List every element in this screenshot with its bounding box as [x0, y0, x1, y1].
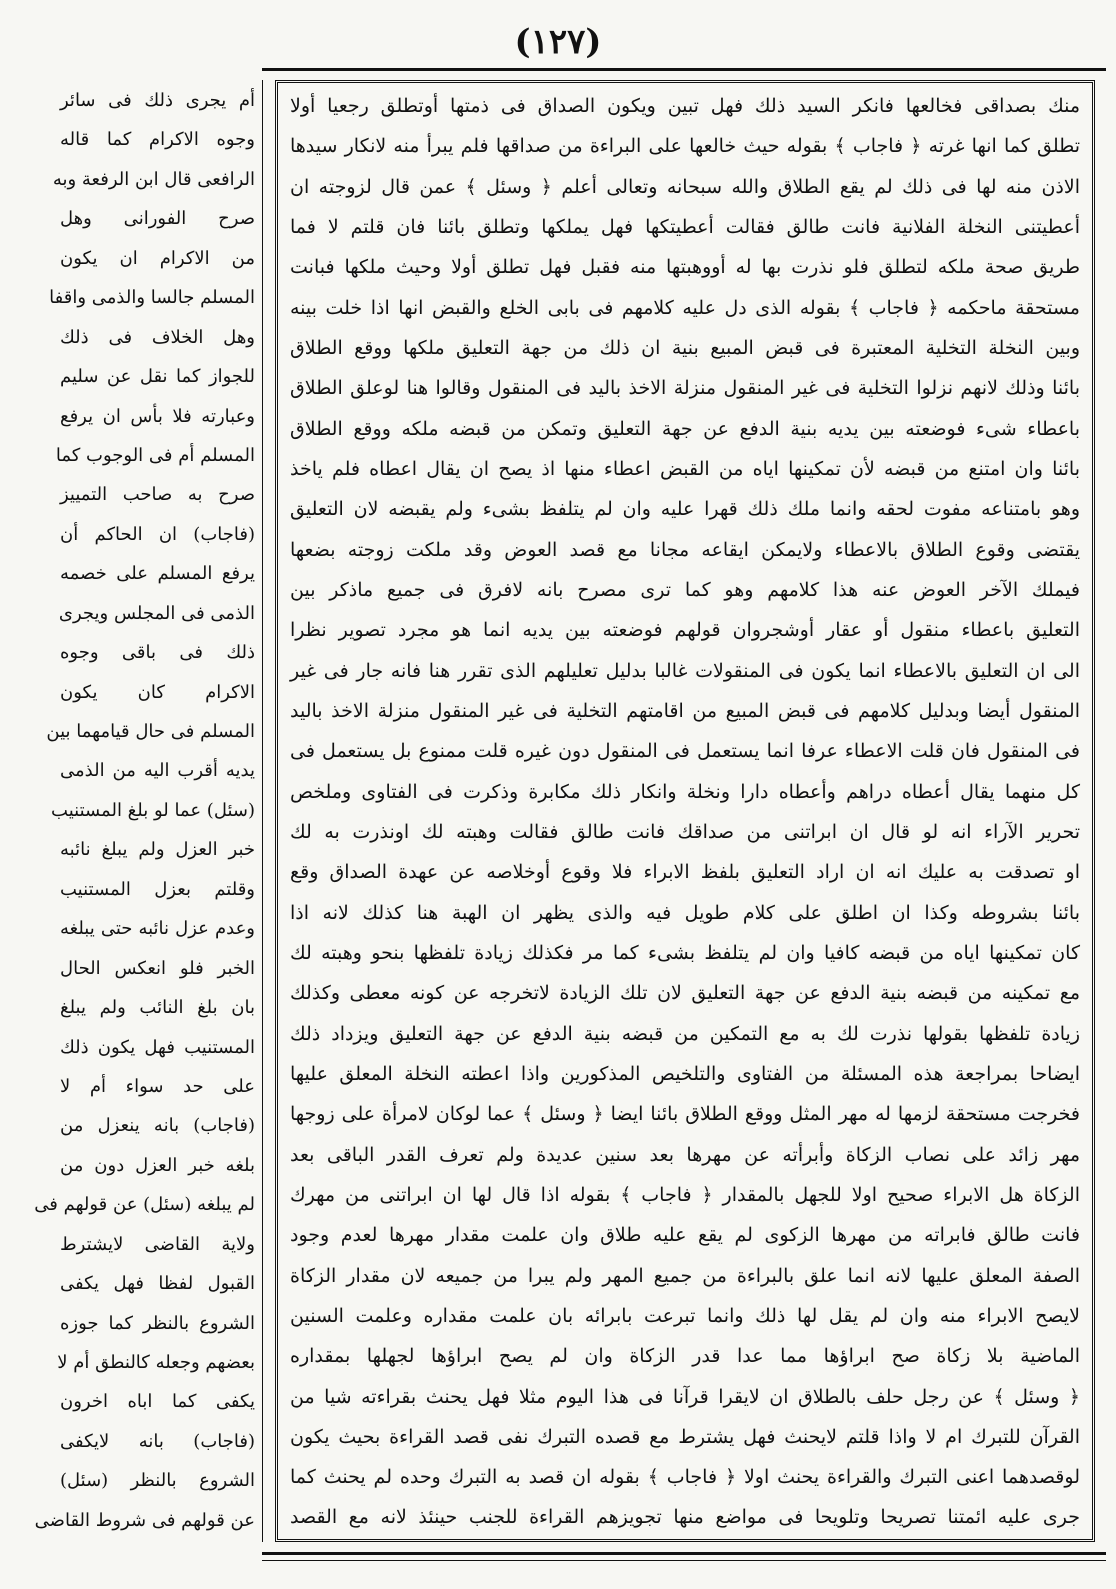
margin-text-line: من الاكرام ان يكون [60, 247, 255, 269]
margin-column [34, 86, 255, 1536]
margin-text-line: وجوه الاكرام كما قاله [60, 129, 255, 151]
main-text-line: بائنا وان امتنع من قبضه لأن تمكينها اياه من القبض اعطاء منها اذ يصح ان يقال اعطاه فلم ياخذ [290, 457, 1080, 480]
footer-rule [262, 1552, 1106, 1555]
main-text-line: الاذن منه لها فى ذلك لم يقع الطلاق والله سبحانه وتعالى أعلم ﴿ وسئل ﴾ عمن قال لزوجته ان [290, 175, 1080, 198]
main-text-line: الزكاة هل الابراء صحيح اولا للجهل بالمقدار ﴿ فاجاب ﴾ بقوله اذا قال لها ان ابراتنى من مهرك [290, 1183, 1080, 1206]
margin-text-line: (فاجاب) بانه لايكفى [60, 1430, 255, 1452]
margin-text-line: الشروع بالنظر كما جوزه [60, 1312, 255, 1334]
margin-text-line: وعبارته فلا بأس ان يرفع [60, 405, 255, 427]
margin-text-line: صرح به صاحب التمييز [60, 484, 255, 506]
main-text-line: يقتضى وقوع الطلاق بالاعطاء ولايمكن ايقاعه مجانا مع قصد العوض وقد ملكت زوجته بضعها [290, 538, 1080, 561]
main-text-line: الماضية بلا زكاة صح ابراؤها مما عدا قدر الزكاة وان لم يصح ابراؤها لجهلها بمقداره [290, 1345, 1080, 1368]
main-text-line: مستحقة ماحكمه ﴿ فاجاب ﴾ بقوله الذى دل عليه كلامهم فى بابى الخلع والقبض انها اذا خلت بينه [290, 296, 1080, 319]
margin-text-line: على حد سواء أم لا [60, 1075, 255, 1097]
main-text-line: بائنا بشروطه وكذا ان اطلق على كلام طويل فيه والذى يظهر ان الهبة هنا كذلك لانه اذا [290, 901, 1080, 924]
main-text-frame [275, 80, 1095, 1542]
main-text-line: مهر زائد على نصاب الزكاة وأبرأته عن مهرها بعد سنين عديدة ولم تعرف القدر الباقى بعد [290, 1143, 1080, 1166]
main-text-line: طريق صحة ملكه لتطلق فلو نذرت بها له أووهبتها منه فقبل فهل تطلق أولا وحيث ملكها فبانت [290, 256, 1080, 279]
main-text-line: الصفة المعلق عليها لانه انما علق بالبراءة من جميع المهر ولم يبرا من جميعه لان مقدار الزكاة [290, 1264, 1080, 1287]
main-text-line: وهو بامتناعه مفوت لحقه وانما ملك ذلك قهرا عليه وان لم يتلفظ بشىء ولم يقبضه لان التعليق [290, 498, 1080, 521]
margin-text-line: أم يجرى ذلك فى سائر [60, 90, 255, 111]
main-text-line: المنقول أيضا وبدليل كلامهم فى قبض المبيع من اقامتهم التخلية فى غير المنقول منزلة الاخذ باليد [290, 699, 1080, 722]
header-rule [262, 68, 1106, 71]
main-text-line: مع تمكينه من قبضه بنية الدفع عن جهة التعليق لان تلك الزيادة لاتخرجه عن كونه معطى وكذلك [290, 982, 1080, 1005]
margin-text-line: بلغه خبر العزل دون من [60, 1154, 255, 1176]
main-text-line: لوقصدهما اعنى التبرك والقراءة يحنث اولا ﴿ فاجاب ﴾ بقوله ان قصد به التبرك وحده لم يحنث كما [290, 1466, 1080, 1489]
main-text-line: القرآن للتبرك ام لا واذا قلتم لايحنث فهل يشترط مع قصده التبرك نفى قصد القراءة بحيث يكون [290, 1425, 1080, 1448]
main-text-line: أعطيتنى النخلة الفلانية فانت طالق فقالت أعطيتكها فهل يملكها وتطلق بائنا فان قلتم لا فما [290, 215, 1080, 238]
main-text-line: لايصح الابراء منه وان لم يقل لها ذلك وانما تبرعت بابرائه بان علمت مقداره وعلمت السنين [290, 1304, 1081, 1327]
main-text-line: فانت طالق فابراته من مهرها الزكوى لم يقع عليه طلاق وان علمت مقدار مهرها لعدم وجود [290, 1224, 1080, 1247]
footer-rule-thin [262, 1560, 1106, 1561]
margin-text-line: لم يبلغه (سئل) عن قولهم فى [34, 1194, 255, 1216]
main-text-line: وبين النخلة التخلية المعتبرة فى قبض المبيع بنية ان ذلك من جهة التعليق ملكها ووقع الطلاق [290, 336, 1080, 359]
main-text-line: تحرير الآراء انه لو قال ان ابراتنى من صداقك فانت طالق فقالت وهبته لك اونذرت به لك [290, 820, 1080, 843]
main-text-line: باعطاء شىء فوضعته بين يديه بنية الدفع عن جهة التعليق وتمكن من قبضه ملكه ووقع الطلاق [290, 417, 1080, 440]
main-text-line: او تصدقت به عليك انه ان اراد التعليق بلفظ الابراء فلا وقوع أوخلاصه عن عهدة الصداق وقع [290, 861, 1080, 884]
main-text-line: زيادة تلفظها بقولها نذرت لك به مع التمكين من قبضه بنية الدفع عن جهة التعليق ويزداد ذلك [290, 1022, 1080, 1045]
main-text-line: ﴿ وسئل ﴾ عن رجل حلف بالطلاق ان لايقرا قرآنا فى هذا اليوم مثلا فهل يحنث بقراءته شيا من [290, 1385, 1080, 1408]
margin-text-line: الشروع بالنظر (سئل) [60, 1470, 255, 1492]
main-text-line: التعليق باعطاء منقول أو عقار أوشجروان قولهم فوضعته بين يديه انما هو مجرد تصوير نظرا [290, 619, 1080, 642]
main-text-line: فخرجت مستحقة لزمها له مهر المثل ووقع الطلاق بائنا ايضا ﴿ وسئل ﴾ عما لوكان لامرأة على زوجها [290, 1103, 1080, 1126]
margin-text-line: المستنيب فهل يكون ذلك [60, 1036, 255, 1058]
main-text-line: منك بصداقى فخالعها فانكر السيد ذلك فهل تبين ويكون الصداق فى ذمتها أوتطلق رجعيا أولا [290, 95, 1080, 117]
margin-text-line: بعضهم وجعله كالنطق أم لا [57, 1352, 255, 1373]
margin-text-line: المسلم أم فى الوجوب كما [55, 444, 255, 466]
margin-text-line: (فاجاب) بانه ينعزل من [60, 1115, 255, 1137]
main-text-line: جرى عليه ائمتنا تصريحا وتلويحا فى مواضع منها تجويزهم القراءة للجنب حينئذ لانه مع القصد [290, 1506, 1080, 1529]
main-text-body [290, 91, 1080, 1533]
margin-divider [262, 80, 263, 1542]
margin-text-line: الرافعى قال ابن الرفعة وبه [52, 168, 255, 190]
page-number: (١٢٧) [514, 22, 602, 62]
margin-text-line: وعدم عزل نائبه حتى يبلغه [60, 918, 255, 940]
main-text-line: ايضاحا بمراجعة هذه المسئلة من الفتاوى والتلخيص المذكورين واذا اعطته النخلة المعلق عليها [290, 1062, 1080, 1085]
margin-text-line: للجواز كما نقل عن سليم [60, 366, 255, 388]
margin-text-line: (سئل) عما لو بلغ المستنيب [51, 799, 255, 821]
main-text-line: كل منهما يقال أعطاه دراهم وأعطاه دارا ونخلة وانكار ذلك مكابرة وذكرت فى الفتاوى وملخص [290, 780, 1080, 803]
margin-text-line: يديه أقرب اليه من الذمى [60, 760, 255, 782]
main-text-line: تطلق كما انها غرته ﴿ فاجاب ﴾ بقوله حيث خالعها على البراءة من صداقها فلم يبرأ منه لانكار سيدها [290, 135, 1080, 158]
margin-text-line: (فاجاب) ان الحاكم أن [60, 523, 255, 545]
main-text-line: بائنا وذلك لانهم نزلوا التخلية فى غير المنقول منزلة الاخذ باليد فى المنقول وقالوا هنا لوعلق الطلاق [290, 377, 1080, 400]
margin-text-line: يرفع المسلم على خصمه [60, 563, 255, 585]
main-text-line: كان تمكينها اياه من قبضه كافيا وان لم يتلفظ بشىء كما مر فكذلك زيادة تلفظها بنحو وهبته لك [290, 941, 1080, 964]
margin-text-line: صرح الفورانى وهل [60, 208, 255, 230]
margin-text-line: يكفى كما اباه اخرون [60, 1391, 255, 1413]
main-text-line: فى المنقول فان قلت الاعطاء عرفا انما يستعمل فى المنقول دون غيره قلت ممنوع بل يستعمل فى [290, 740, 1080, 763]
margin-text-line: المسلم جالسا والذمى واقفا [49, 287, 255, 309]
margin-text-line: وقلتم بعزل المستنيب [60, 878, 255, 900]
margin-text-line: ولاية القاضى لايشترط [60, 1233, 255, 1255]
margin-text-line: خبر العزل ولم يبلغ نائبه [60, 839, 255, 861]
margin-text-line: ذلك فى باقى وجوه [60, 642, 255, 664]
margin-text-line: الذمى فى المجلس ويجرى [58, 602, 255, 624]
margin-text-line: بان بلغ النائب ولم يبلغ [60, 997, 255, 1019]
margin-text-line: الاكرام كان يكون [60, 681, 255, 703]
main-text-line: فيملك الآخر العوض عنه هذا كلامهم وهو كما ترى مصرح بانه لافرق فى جميع ماذكر بين [290, 578, 1080, 601]
margin-text-line: وهل الخلاف فى ذلك [60, 326, 255, 348]
margin-text-line: المسلم فى حال قيامهما بين [46, 721, 255, 742]
margin-text-line: الخبر فلو انعكس الحال [60, 957, 255, 979]
main-text-line: الى ان التعليق بالاعطاء انما يكون فى المنقولات غالبا بدليل تعليلهم الذى تقرر هنا فانه جار فى غير [290, 659, 1080, 682]
margin-text-line: القبول لفظا فهل يكفى [60, 1273, 255, 1295]
margin-text-line: عن قولهم فى شروط القاضى [34, 1509, 255, 1531]
